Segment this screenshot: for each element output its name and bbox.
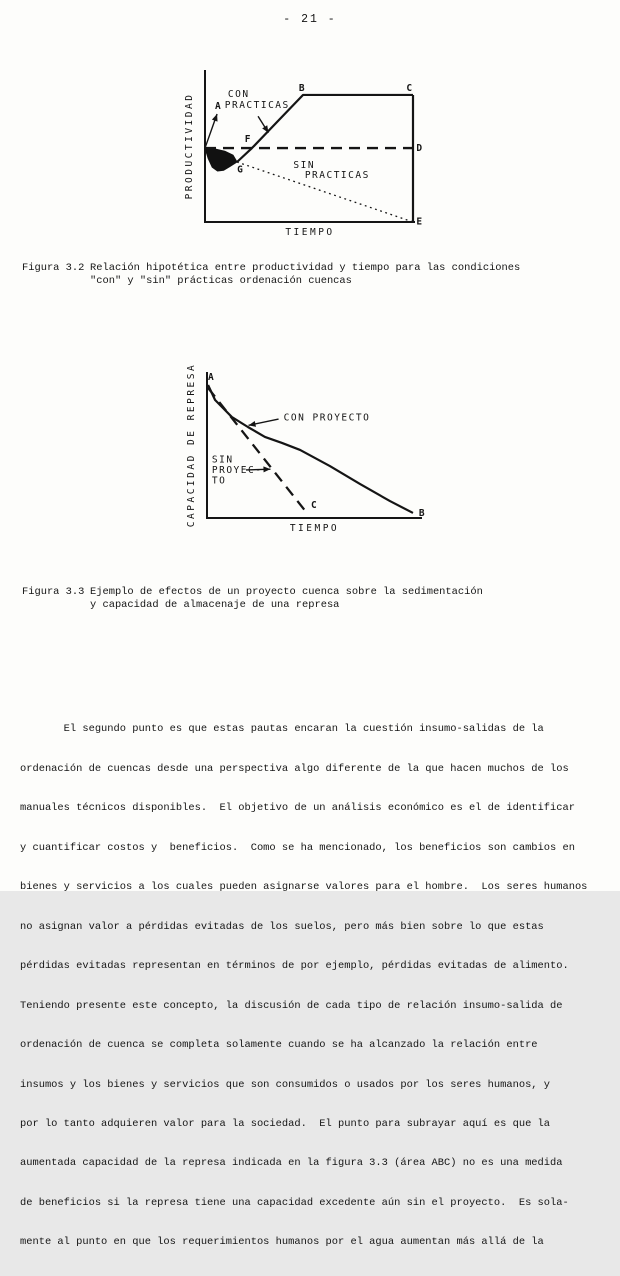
body-line: ordenación de cuencas desde una perspectiva algo diferente de la que hacen muchos de los xyxy=(20,762,569,775)
figure-caption-text xyxy=(90,586,483,613)
caption-line: y capacidad de almacenaje de una represa xyxy=(90,599,340,612)
series-annotation: PRACTICAS xyxy=(224,100,290,111)
point-label-A: A xyxy=(207,372,214,384)
arrowhead-icon xyxy=(262,125,268,133)
series-annotation: SIN xyxy=(293,160,316,171)
y-axis-label: PRODUCTIVIDAD xyxy=(184,92,195,200)
point-label-F: F xyxy=(244,133,251,145)
x-axis-label: TIEMPO xyxy=(285,227,335,238)
series-annotation: SIN xyxy=(211,454,234,466)
page-number: - 21 - xyxy=(283,13,337,26)
series-annotation: CON PROYECTO xyxy=(283,412,371,424)
body-line: aumentada capacidad de la represa indicada en la figura 3.3 (área ABC) no es una medida xyxy=(20,1157,563,1170)
point-label-B: B xyxy=(298,82,305,94)
point-label-D: D xyxy=(416,142,423,154)
body-line: por lo tanto adquieren valor para la sociedad. El punto para subrayar aquí es que la xyxy=(20,1118,551,1130)
figure-3-3-diagram xyxy=(165,362,435,543)
point-label-C: C xyxy=(406,82,413,94)
series-annotation: CON xyxy=(227,88,250,100)
figure-caption-tag: Figura 3.3 xyxy=(22,586,85,598)
body-line: no asignan valor a pérdidas evitadas de los suelos, pero más bien sobre lo que estas xyxy=(20,920,544,933)
axis-lines xyxy=(207,372,422,518)
body-line: ordenación de cuenca se completa solamente cuando se ha alcanzado la relación entre xyxy=(20,1039,538,1052)
body-line: de beneficios si la represa tiene una capacidad excedente aún sin el proyecto. Es sola- xyxy=(20,1196,569,1209)
series-solid-line xyxy=(208,385,413,513)
caption-line: "con" y "sin" prácticas ordenación cuencas xyxy=(90,275,352,288)
y-axis-label: CAPACIDAD DE REPRESA xyxy=(186,362,197,528)
caption-line: Ejemplo de efectos de un proyecto cuenca sobre la sedimentación xyxy=(90,586,483,598)
point-label-A: A xyxy=(215,100,221,112)
series-annotation: PROYEC- xyxy=(211,465,263,477)
arrowhead-icon xyxy=(249,421,256,427)
series-annotation: TO xyxy=(211,475,227,487)
body-line: y cuantificar costos y beneficios. Como se ha mencionado, los beneficios son cambios en xyxy=(20,841,575,854)
shaded-loss-region xyxy=(205,148,237,171)
body-line: manuales técnicos disponibles. El objetivo de un análisis económico es el de identificar xyxy=(20,802,575,815)
body-line: pérdidas evitadas representan en términos de por ejemplo, pérdidas evitadas de alimento. xyxy=(20,960,569,973)
series-annotation: PRACTICAS xyxy=(304,169,370,181)
figure-3-2-diagram xyxy=(165,65,435,245)
figure-3-3-caption xyxy=(22,586,483,613)
point-label-E: E xyxy=(416,216,423,228)
series-dashed-line xyxy=(208,388,307,513)
point-label-G: G xyxy=(237,164,243,176)
arrowhead-icon xyxy=(212,114,218,122)
body-line: insumos y los bienes y servicios que son consumidos o usados por los seres humanos, y xyxy=(20,1078,551,1091)
body-line: mente al punto en que los requerimientos humanos por el agua aumentan más allá de la xyxy=(20,1236,544,1249)
figure-caption-text xyxy=(90,262,520,289)
body-line: Teniendo presente este concepto, la discusión de cada tipo de relación insumo-salida de xyxy=(20,999,563,1012)
body-line: bienes y servicios a los cuales pueden asignarse valores para el hombre. Los seres humanos xyxy=(20,881,588,894)
body-paragraph xyxy=(20,697,612,1276)
figure-3-2-caption xyxy=(22,262,520,289)
caption-line: Relación hipotética entre productividad y tiempo para las condiciones xyxy=(90,262,521,274)
figure-caption-tag: Figura 3.2 xyxy=(22,262,85,274)
point-label-C: C xyxy=(310,500,317,512)
x-axis-label: TIEMPO xyxy=(289,523,340,534)
point-label-B: B xyxy=(418,507,425,519)
body-line: El segundo punto es que estas pautas encaran la cuestión insumo-salidas de la xyxy=(20,723,544,736)
